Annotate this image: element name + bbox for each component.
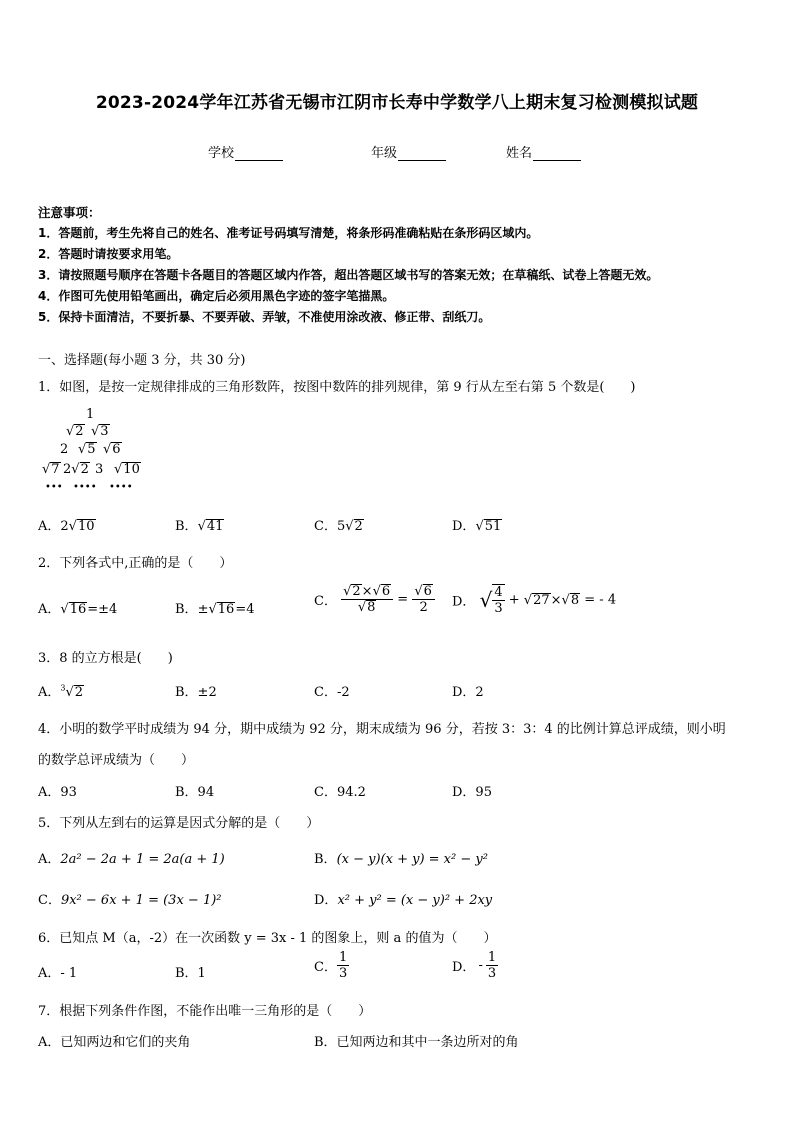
q1-option-b[interactable]: B．√41 [175, 519, 224, 534]
q7-stem: 7．根据下列条件作图，不能作出唯一三角形的是（ ） [38, 1004, 372, 1019]
school-field[interactable] [208, 142, 283, 161]
q3-option-a[interactable]: A．$^3$√2 [38, 683, 84, 700]
q4-option-a[interactable]: A．93 [38, 785, 77, 800]
name-label: 姓名 [506, 146, 533, 161]
tri-r2a: √2 [66, 424, 84, 439]
tri-r3c: √6 [103, 442, 121, 457]
q1-option-d[interactable]: D．√51 [452, 519, 502, 534]
grade-blank[interactable] [398, 148, 446, 161]
q4-stem-line1: 4．小明的数学平时成绩为 94 分，期中成绩为 92 分，期末成绩为 96 分，若按 3：3：4 的比例计算总评成绩，则小明 [38, 722, 726, 737]
tri-dots-3: •••• [109, 482, 133, 493]
tri-r2b-val: 3 [100, 424, 109, 439]
tri-r4e: √10 [114, 462, 140, 477]
section-heading: 一、选择题(每小题 3 分，共 30 分) [38, 353, 246, 368]
tri-r2b: √3 [91, 424, 109, 439]
q1-stem: 1．如图，是按一定规律排成的三角形数阵，按图中数阵的排列规律，第 9 行从左至右第 5 个数是( ) [38, 380, 636, 395]
q4-option-d[interactable]: D．95 [452, 785, 492, 800]
q1-option-a[interactable]: A．2√10 [38, 519, 95, 534]
school-label: 学校 [208, 146, 235, 161]
note-1: 1．答题前，考生先将自己的姓名、准考证号码填写清楚，将条形码准确粘贴在条形码区域内。 [38, 226, 539, 240]
tri-r3c-val: 6 [112, 442, 121, 457]
grade-label: 年级 [371, 146, 398, 161]
note-3: 3．请按照题号顺序在答题卡各题目的答题区域内作答，超出答题区域书写的答案无效；在草稿纸、试卷上答题无效。 [38, 268, 659, 282]
page-title: 2023-2024学年江苏省无锡市江阴市长寿中学数学八上期末复习检测模拟试题 [95, 93, 699, 113]
tri-r1: 1 [86, 407, 95, 422]
name-field[interactable] [506, 142, 581, 161]
q5-option-b[interactable]: B．(x − y)(x + y) = x² − y² [314, 852, 488, 867]
tri-r3a: 2 [60, 442, 69, 457]
q5-option-a[interactable]: A．2a² − 2a + 1 = 2a(a + 1) [38, 852, 225, 867]
tri-r4a: √7 [42, 462, 60, 477]
q3-stem: 3．8 的立方根是( ) [38, 651, 173, 666]
q4-option-b[interactable]: B．94 [175, 785, 215, 800]
q6-option-a[interactable]: A．- 1 [38, 966, 78, 981]
q1-option-c[interactable]: C．5√2 [314, 519, 363, 534]
q7-option-b[interactable]: B．已知两边和其中一条边所对的角 [314, 1035, 519, 1050]
q4-stem-line2: 的数学总评成绩为（ ） [38, 753, 195, 768]
tri-r3b-val: 5 [87, 442, 96, 457]
tri-r4b: 2√2 [63, 462, 89, 477]
note-4: 4．作图可先使用铅笔画出，确定后必须用黑色字迹的签字笔描黑。 [38, 289, 395, 303]
q5-stem: 5．下列从左到右的运算是因式分解的是（ ） [38, 816, 320, 831]
note-5: 5．保持卡面清洁，不要折暴、不要弄破、弄皱，不准使用涂改液、修正带、刮纸刀。 [38, 310, 491, 324]
tri-r4d: 3 [95, 462, 104, 477]
q3-option-b[interactable]: B．±2 [175, 685, 217, 700]
q2-option-b[interactable]: B．±√16=4 [175, 602, 255, 617]
q5-option-c[interactable]: C．9x² − 6x + 1 = (3x − 1)² [38, 893, 222, 908]
q6-option-b[interactable]: B．1 [175, 966, 206, 981]
q2-stem: 2．下列各式中,正确的是（ ） [38, 556, 233, 571]
tri-r4b-coef: 2 [63, 462, 72, 477]
notes-heading: 注意事项： [38, 205, 101, 220]
q6-option-c[interactable]: C． $\frac{1}{3}$ [314, 950, 348, 981]
school-blank[interactable] [235, 148, 283, 161]
q3-option-d[interactable]: D．2 [452, 685, 484, 700]
tri-r4a-val: 7 [51, 462, 60, 477]
tri-dots-2: •••• [73, 482, 97, 493]
tri-r4e-val: 10 [123, 462, 140, 477]
q2-option-c[interactable]: C． $\frac{√2\times√6}{√8}$ = $\frac{√6}{2}$ [314, 584, 435, 615]
q6-stem: 6．已知点 M（a，-2）在一次函数 y = 3x - 1 的图象上，则 a 的值为（ ） [38, 931, 497, 946]
q2-option-a[interactable]: A．√16=±4 [38, 602, 118, 617]
q6-option-d[interactable]: D． - $\frac{1}{3}$ [452, 950, 497, 981]
q4-option-c[interactable]: C．94.2 [314, 785, 366, 800]
q5-option-d[interactable]: D．x² + y² = (x − y)² + 2xy [314, 893, 493, 908]
grade-field[interactable] [371, 142, 446, 161]
tri-dots-1: ••• [45, 482, 63, 493]
note-2: 2．答题时请按要求用笔。 [38, 247, 179, 261]
tri-r3b: √5 [78, 442, 96, 457]
q3-option-c[interactable]: C．-2 [314, 685, 350, 700]
tri-r2a-val: 2 [75, 424, 84, 439]
tri-r4b-val: 2 [80, 462, 89, 477]
q2-option-d[interactable]: D． √ $\frac{4}{3}$ + √27×√8 = - 4 [452, 585, 617, 616]
q7-option-a[interactable]: A．已知两边和它们的夹角 [38, 1035, 191, 1050]
name-blank[interactable] [533, 148, 581, 161]
